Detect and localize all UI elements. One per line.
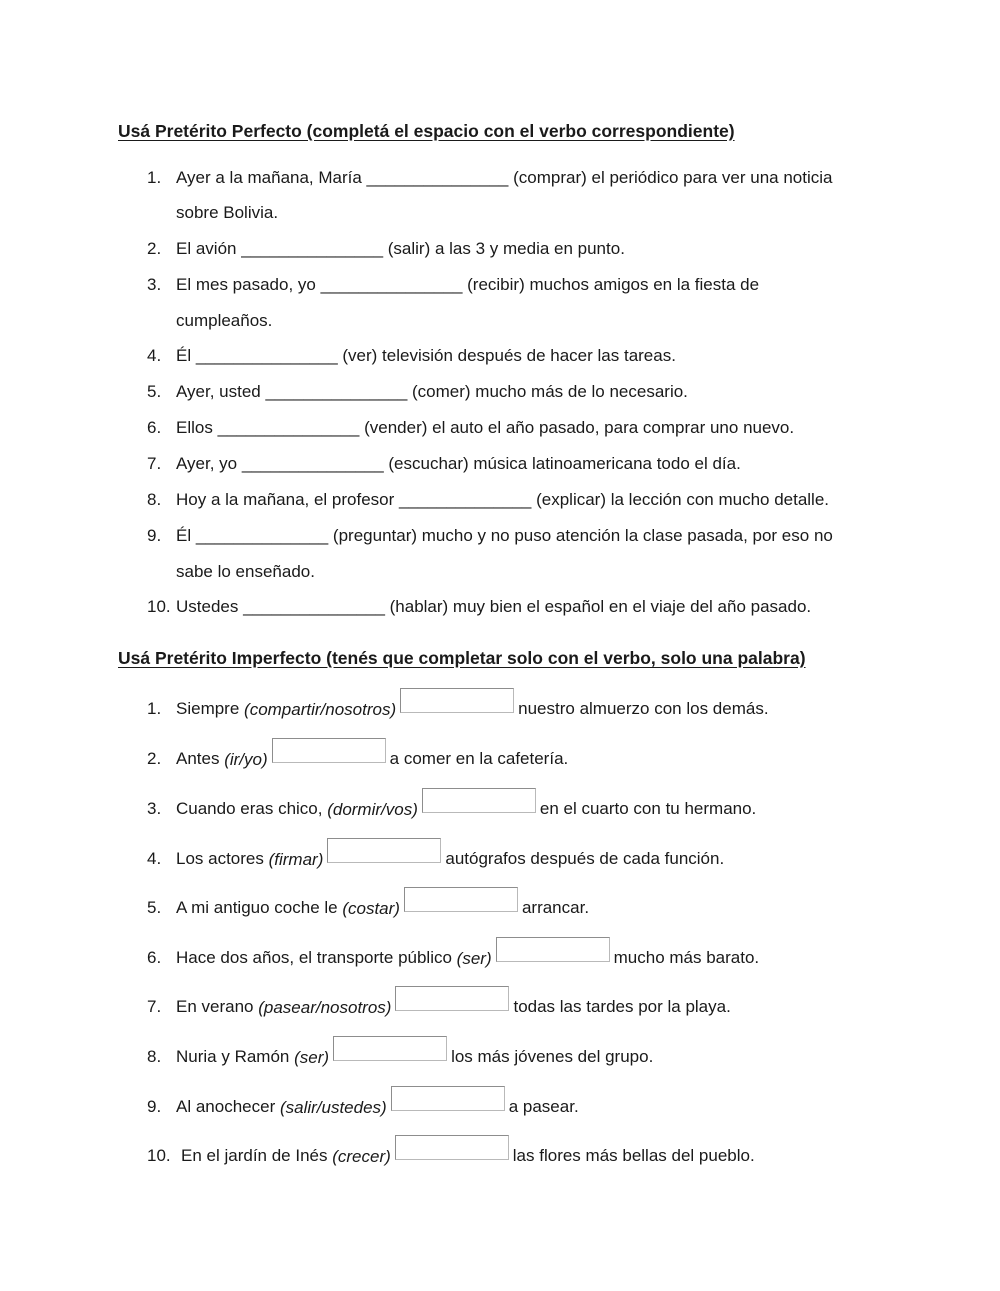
s2-item-7-after: todas las tardes por la playa.	[513, 997, 731, 1016]
s2-item-7-before: En verano	[176, 997, 259, 1016]
s2-item-4	[147, 840, 724, 870]
s2-item-7	[147, 988, 731, 1018]
s1-item-9-number: 9.	[147, 526, 162, 545]
s2-item-1-hint: (compartir/nosotros)	[244, 700, 397, 719]
s2-item-2-after: a comer en la cafetería.	[389, 749, 569, 768]
s2-item-3-hint: (dormir/vos)	[327, 800, 418, 819]
s2-item-1-after: nuestro almuerzo con los demás.	[518, 699, 769, 718]
s2-item-4-before: Los actores	[176, 849, 269, 868]
s1-item-4-text: Él _______________ (ver) televisión después de hacer las tareas.	[176, 346, 676, 365]
s2-item-6-after: mucho más barato.	[613, 948, 760, 967]
s1-item-2-text: El avión _______________ (salir) a las 3 y media en punto.	[176, 239, 625, 258]
s2-item-2	[147, 740, 568, 770]
s1-item-1-text-cont: sobre Bolivia.	[176, 203, 279, 222]
s2-item-9-number: 9.	[147, 1097, 162, 1116]
s2-item-8-number: 8.	[147, 1047, 162, 1066]
s2-item-2-number: 2.	[147, 749, 162, 768]
s2-item-6-hint: (ser)	[456, 949, 492, 968]
section2-title: Usá Pretérito Imperfecto (tenés que completar solo con el verbo, solo una palabra)	[118, 648, 806, 668]
s2-item-6-answer-input[interactable]	[496, 937, 610, 962]
s1-item-6-number: 6.	[147, 418, 162, 437]
s2-item-8-answer-input[interactable]	[333, 1036, 447, 1061]
s2-item-10-after: las flores más bellas del pueblo.	[512, 1146, 755, 1165]
s2-item-8-before: Nuria y Ramón	[176, 1047, 295, 1066]
s1-item-3-text-cont: cumpleaños.	[176, 311, 273, 330]
s2-item-6	[147, 939, 759, 969]
s2-item-5	[147, 889, 589, 919]
s2-item-5-hint: (costar)	[342, 899, 400, 918]
s2-item-4-number: 4.	[147, 849, 162, 868]
s1-item-3-text: El mes pasado, yo _______________ (recibir) muchos amigos en la fiesta de	[176, 275, 760, 294]
s2-item-8	[147, 1038, 653, 1068]
s2-item-6-number: 6.	[147, 948, 162, 967]
s1-item-4-number: 4.	[147, 346, 162, 365]
s1-item-10-number: 10.	[147, 597, 171, 616]
s1-item-7-text: Ayer, yo _______________ (escuchar) música latinoamericana todo el día.	[176, 454, 741, 473]
s1-item-1-number: 1.	[147, 168, 162, 187]
s2-item-9-after: a pasear.	[508, 1097, 579, 1116]
s2-item-1-before: Siempre	[176, 699, 245, 718]
s2-item-10	[147, 1137, 755, 1167]
s2-item-9-answer-input[interactable]	[391, 1086, 505, 1111]
s1-item-7-number: 7.	[147, 454, 162, 473]
s2-item-10-number: 10.	[147, 1146, 171, 1165]
s2-item-3-answer-input[interactable]	[422, 788, 536, 813]
s2-item-10-hint: (crecer)	[332, 1147, 391, 1166]
s1-item-8-number: 8.	[147, 490, 162, 509]
s2-item-10-before: En el jardín de Inés	[181, 1146, 333, 1165]
s2-item-7-hint: (pasear/nosotros)	[258, 998, 392, 1017]
s2-item-5-answer-input[interactable]	[404, 887, 518, 912]
s2-item-3-after: en el cuarto con tu hermano.	[539, 799, 757, 818]
s2-item-3-number: 3.	[147, 799, 162, 818]
s2-item-1-number: 1.	[147, 699, 162, 718]
s1-item-9-text: Él ______________ (preguntar) mucho y no puso atención la clase pasada, por eso no	[176, 526, 833, 545]
s2-item-9-hint: (salir/ustedes)	[279, 1098, 387, 1117]
s1-item-5-number: 5.	[147, 382, 162, 401]
s2-item-2-answer-input[interactable]	[272, 738, 386, 763]
s2-item-8-after: los más jóvenes del grupo.	[451, 1047, 654, 1066]
s2-item-1-answer-input[interactable]	[400, 688, 514, 713]
s1-item-8-text: Hoy a la mañana, el profesor ______________ (explicar) la lección con mucho detalle.	[176, 490, 830, 509]
s2-item-10-answer-input[interactable]	[395, 1135, 509, 1160]
s1-item-6-text: Ellos _______________ (vender) el auto el año pasado, para comprar uno nuevo.	[176, 418, 795, 437]
s2-item-7-number: 7.	[147, 997, 162, 1016]
s2-item-2-hint: (ir/yo)	[224, 750, 268, 769]
s2-item-3-before: Cuando eras chico,	[176, 799, 328, 818]
s1-item-5-text: Ayer, usted _______________ (comer) mucho más de lo necesario.	[176, 382, 688, 401]
s2-item-8-hint: (ser)	[294, 1048, 330, 1067]
s2-item-9-before: Al anochecer	[176, 1097, 280, 1116]
s1-item-1-text: Ayer a la mañana, María _______________ (comprar) el periódico para ver una noticia	[176, 168, 833, 187]
s2-item-1	[147, 690, 769, 720]
s1-item-10-text: Ustedes _______________ (hablar) muy bien el español en el viaje del año pasado.	[176, 597, 812, 616]
s2-item-2-before: Antes	[176, 749, 225, 768]
s2-item-4-after: autógrafos después de cada función.	[445, 849, 725, 868]
s2-item-4-hint: (firmar)	[268, 850, 324, 869]
s2-item-9	[147, 1088, 579, 1118]
s2-item-4-answer-input[interactable]	[327, 838, 441, 863]
s2-item-3	[147, 790, 756, 820]
s2-item-6-before: Hace dos años, el transporte público	[176, 948, 457, 967]
s2-item-5-before: A mi antiguo coche le	[176, 898, 343, 917]
section1-title: Usá Pretérito Perfecto (completá el espacio con el verbo correspondiente)	[118, 121, 735, 141]
s2-item-5-number: 5.	[147, 898, 162, 917]
s2-item-7-answer-input[interactable]	[395, 986, 509, 1011]
s1-item-3-number: 3.	[147, 275, 162, 294]
s2-item-5-after: arrancar.	[521, 898, 590, 917]
s1-item-2-number: 2.	[147, 239, 162, 258]
s1-item-9-text-cont: sabe lo enseñado.	[176, 562, 315, 581]
